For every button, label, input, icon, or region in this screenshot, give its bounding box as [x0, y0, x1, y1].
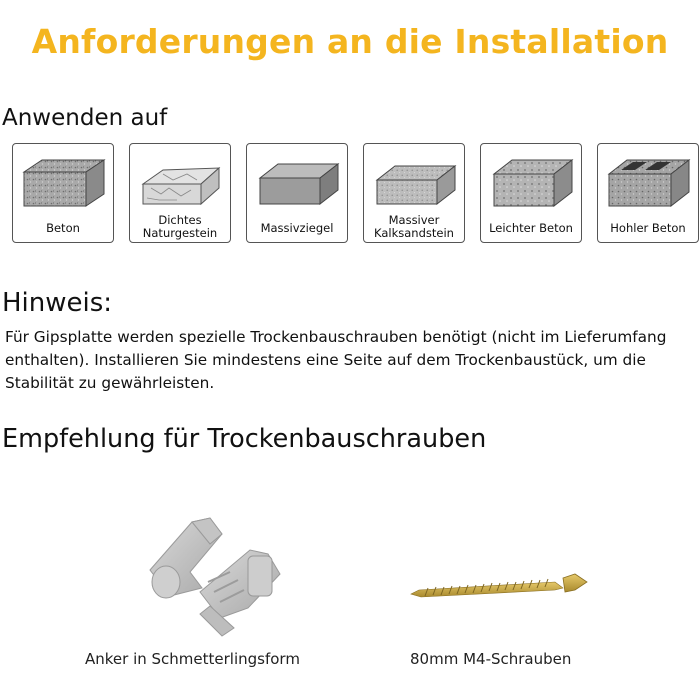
- material-label: Massivziegel: [260, 221, 334, 235]
- material-card-massivziegel: [246, 143, 348, 243]
- material-card-naturgestein: [129, 143, 231, 243]
- concrete-block-icon: [20, 154, 108, 210]
- page-title: Anforderungen an die Installation: [31, 22, 669, 61]
- material-cards: [12, 143, 698, 245]
- hollow-concrete-icon: [605, 154, 693, 210]
- material-label: Massiver Kalksandstein: [374, 213, 454, 240]
- butterfly-anchor-icon: [130, 510, 300, 640]
- product-caption-anchor: Anker in Schmetterlingsform: [85, 650, 300, 668]
- material-label: Leichter Beton: [489, 221, 573, 235]
- note-heading: Hinweis:: [2, 288, 113, 318]
- natural-stone-icon: [137, 154, 225, 210]
- solid-brick-icon: [254, 154, 342, 210]
- product-caption-screw: 80mm M4-Schrauben: [410, 650, 572, 668]
- screw-icon: [405, 568, 595, 604]
- material-label: Hohler Beton: [610, 221, 686, 235]
- note-text: Für Gipsplatte werden spezielle Trockenbauschrauben benötigt (nicht im Lieferumfang enthalten). Installieren Sie mindestens eine Seite auf dem Trockenbaustück, um die Stabilität zu gewährleisten.: [5, 328, 667, 392]
- apply-heading: Anwenden auf: [2, 105, 168, 131]
- material-label: Dichtes Naturgestein: [142, 213, 218, 240]
- lightweight-concrete-icon: [488, 154, 576, 210]
- material-card-kalksandstein: [363, 143, 465, 243]
- recommendation-heading: Empfehlung für Trockenbauschrauben: [2, 424, 487, 454]
- material-card-beton: [12, 143, 114, 243]
- sand-lime-brick-icon: [371, 154, 459, 210]
- material-card-hohler-beton: [597, 143, 699, 243]
- material-card-leichter-beton: [480, 143, 582, 243]
- material-label: Beton: [46, 221, 80, 235]
